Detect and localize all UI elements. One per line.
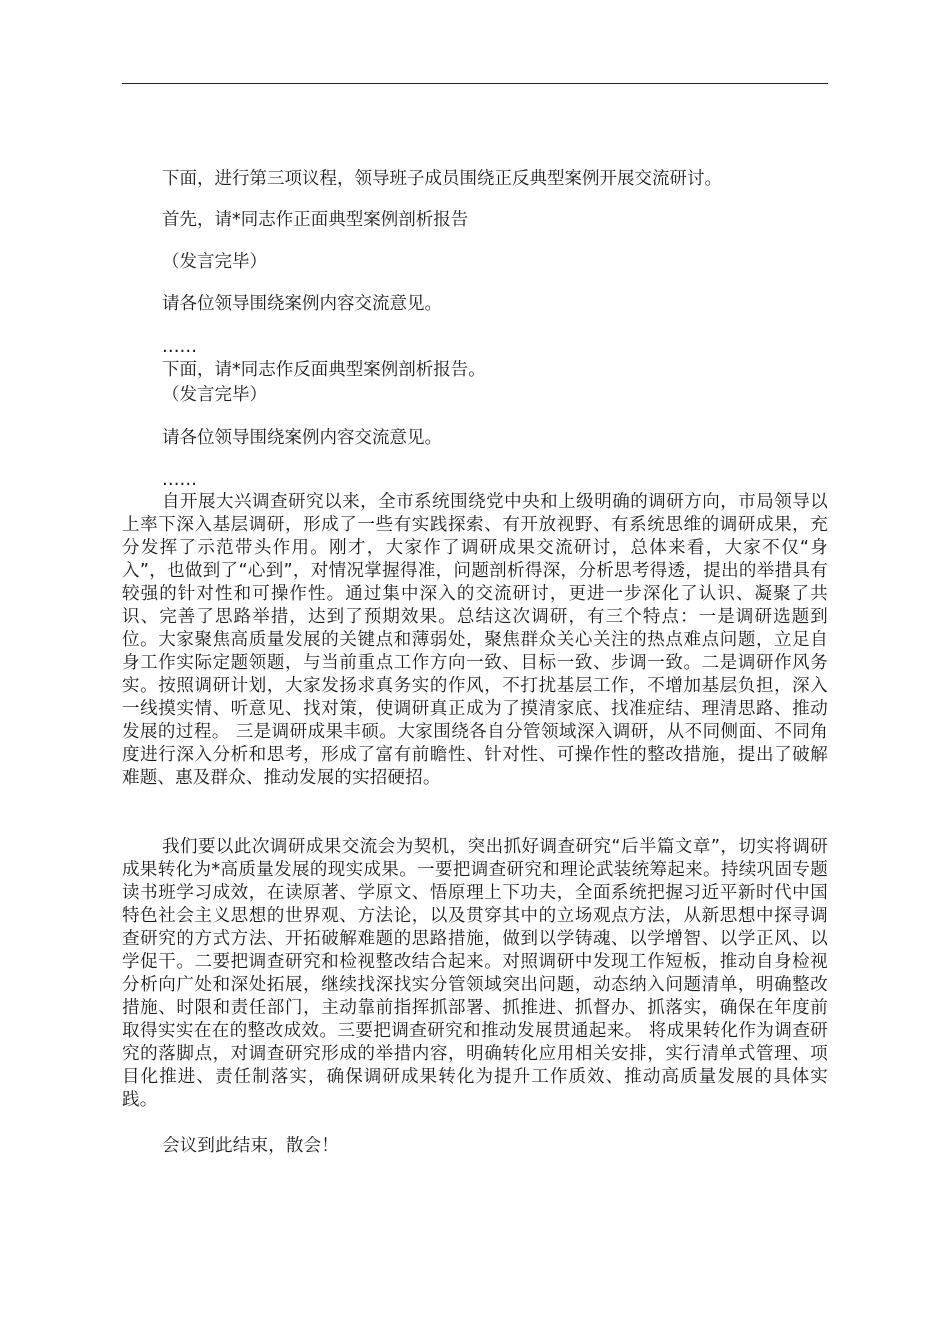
agenda-item-third-topic: 下面，进行第三项议程，领导班子成员围绕正反典型案例开展交流研讨。 xyxy=(162,169,722,189)
agenda-negative-case-report: 下面，请*同志作反面典型案例剖析报告。 xyxy=(162,360,486,380)
speech-finished-note: （发言完毕） xyxy=(162,252,267,272)
discussion-invite: 请各位领导围绕案例内容交流意见。 xyxy=(162,294,442,314)
speech-finished-note: （发言完毕） xyxy=(162,385,267,405)
ellipsis: …… xyxy=(162,470,197,490)
header-rule xyxy=(122,83,828,84)
requirements-paragraph: 我们要以此次调研成果交流会为契机，突出抓好调查研究“后半篇文章”，切实将调研成果转化为*高质量发展的现实成果。一要把调查研究和理论武装统筹起来。持续巩固专题读书班学习成效，在读原著、学原文、悟原理上下功夫，全面系统把握习近平新时代中国特色社会主义思想的世界观、方法论，以及贯穿其中的立场观点方法，从新思想中探寻调查研究的方式方法、开拓破解难题的思路措施，做到以学铸魂、以学增智、以学正风、以学促干。二要把调查研究和检视整改结合起来。对照调研中发现工作短板，推动自身检视分析向广处和深处拓展，继续找深找实分管领域突出问题，动态纳入问题清单，明确整改措施、时限和责任部门，主动靠前指挥抓部署、抓推进、抓督办、抓落实，确保在年度前取得实实在在的整改成效。三要把调查研究和推动发展贯通起来。 将成果转化作为调查研究的落脚点，对调查研究形成的举措内容，明确转化应用相关安排，实行清单式管理、项目化推进、责任制落实，确保调研成果转化为提升工作质效、推动高质量发展的具体实践。 xyxy=(122,837,828,1110)
closing-line: 会议到此结束，散会！ xyxy=(162,1136,339,1156)
summary-paragraph: 自开展大兴调查研究以来，全市系统围绕党中央和上级明确的调研方向，市局领导以上率下深入基层调研，形成了一些有实践探索、有开放视野、有系统思维的调研成果，充分发挥了示范带头作用。刚才，大家作了调研成果交流研讨，总体来看，大家不仅“身入”，也做到了“心到”，对情况掌握得准，问题剖析得深，分析思考得透，提出的举措具有较强的针对性和可操作性。通过集中深入的交流研讨，更进一步深化了认识、凝聚了共识、完善了思路举措，达到了预期效果。总结这次调研，有三个特点：一是调研选题到位。大家聚焦高质量发展的关键点和薄弱处，聚焦群众关心关注的热点难点问题，立足自身工作实际定题领题，与当前重点工作方向一致、目标一致、步调一致。二是调研作风务实。按照调研计划，大家发扬求真务实的作风，不打扰基层工作，不增加基层负担，深入一线摸实情、听意见、找对策，使调研真正成为了摸清家底、找准症结、理清思路、推动发展的过程。 三是调研成果丰硕。大家围绕各自分管领域深入调研，从不同侧面、不同角度进行深入分析和思考，形成了富有前瞻性、针对性、可操作性的整改措施，提出了破解难题、惠及群众、推动发展的实招硬招。 xyxy=(122,492,828,788)
discussion-invite: 请各位领导围绕案例内容交流意见。 xyxy=(162,428,442,448)
ellipsis: …… xyxy=(162,337,197,357)
agenda-positive-case-report: 首先，请*同志作正面典型案例剖析报告 xyxy=(162,210,469,230)
